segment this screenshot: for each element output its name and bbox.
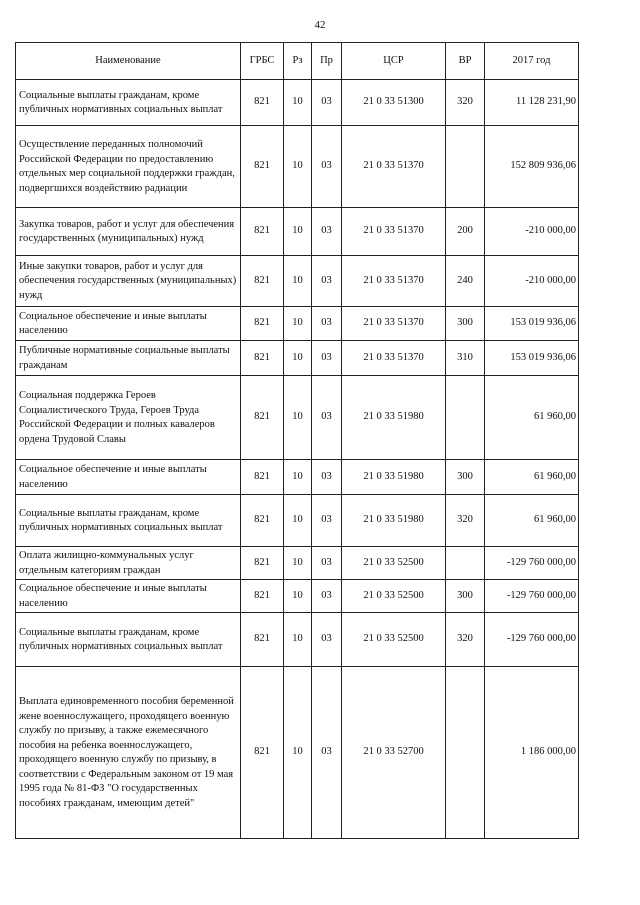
- header-name: Наименование: [16, 43, 241, 80]
- row-rz: 10: [284, 495, 312, 547]
- row-grbs: 821: [241, 80, 284, 126]
- row-rz: 10: [284, 307, 312, 341]
- row-vr: 200: [446, 208, 485, 256]
- row-amount: 153 019 936,06: [485, 341, 579, 376]
- row-rz: 10: [284, 80, 312, 126]
- row-csr: 21 0 33 51370: [342, 256, 446, 307]
- table-row: [16, 256, 579, 307]
- table-row: [16, 495, 579, 547]
- row-name: Оплата жилищно-коммунальных услуг отдельным категориям граждан: [16, 547, 241, 580]
- row-pr: 03: [312, 376, 342, 460]
- row-name: Социальное обеспечение и иные выплаты населению: [16, 307, 241, 341]
- row-grbs: 821: [241, 208, 284, 256]
- row-csr: 21 0 33 51370: [342, 208, 446, 256]
- row-amount: 1 186 000,00: [485, 667, 579, 839]
- row-vr: 240: [446, 256, 485, 307]
- row-vr: 320: [446, 613, 485, 667]
- row-name: Социальное обеспечение и иные выплаты населению: [16, 460, 241, 495]
- row-rz: 10: [284, 613, 312, 667]
- row-rz: 10: [284, 341, 312, 376]
- row-rz: 10: [284, 460, 312, 495]
- row-name: Социальные выплаты гражданам, кроме публичных нормативных социальных выплат: [16, 495, 241, 547]
- row-grbs: 821: [241, 580, 284, 613]
- row-csr: 21 0 33 51370: [342, 126, 446, 208]
- row-rz: 10: [284, 256, 312, 307]
- row-pr: 03: [312, 495, 342, 547]
- row-grbs: 821: [241, 667, 284, 839]
- row-vr: 300: [446, 580, 485, 613]
- row-grbs: 821: [241, 460, 284, 495]
- row-vr: 320: [446, 80, 485, 126]
- header-csr: ЦСР: [342, 43, 446, 80]
- header-grbs: ГРБС: [241, 43, 284, 80]
- row-name: Социальное обеспечение и иные выплаты населению: [16, 580, 241, 613]
- row-vr: 310: [446, 341, 485, 376]
- header-pr: Пр: [312, 43, 342, 80]
- row-name: Социальные выплаты гражданам, кроме публичных нормативных социальных выплат: [16, 80, 241, 126]
- table-row: [16, 376, 579, 460]
- row-pr: 03: [312, 80, 342, 126]
- table-row: [16, 667, 579, 839]
- row-pr: 03: [312, 667, 342, 839]
- row-name: Публичные нормативные социальные выплаты гражданам: [16, 341, 241, 376]
- table-row: [16, 580, 579, 613]
- row-grbs: 821: [241, 376, 284, 460]
- row-vr: [446, 126, 485, 208]
- row-amount: -129 760 000,00: [485, 580, 579, 613]
- row-rz: 10: [284, 580, 312, 613]
- row-pr: 03: [312, 256, 342, 307]
- row-csr: 21 0 33 52500: [342, 580, 446, 613]
- table-row: [16, 80, 579, 126]
- row-grbs: 821: [241, 126, 284, 208]
- row-grbs: 821: [241, 495, 284, 547]
- row-vr: [446, 376, 485, 460]
- row-csr: 21 0 33 51980: [342, 376, 446, 460]
- row-amount: 61 960,00: [485, 376, 579, 460]
- row-grbs: 821: [241, 613, 284, 667]
- table-row: [16, 341, 579, 376]
- row-amount: -210 000,00: [485, 208, 579, 256]
- row-amount: -129 760 000,00: [485, 547, 579, 580]
- row-grbs: 821: [241, 547, 284, 580]
- row-pr: 03: [312, 613, 342, 667]
- row-csr: 21 0 33 51300: [342, 80, 446, 126]
- row-grbs: 821: [241, 341, 284, 376]
- row-csr: 21 0 33 51980: [342, 460, 446, 495]
- row-csr: 21 0 33 51370: [342, 307, 446, 341]
- row-vr: [446, 547, 485, 580]
- row-csr: 21 0 33 52700: [342, 667, 446, 839]
- row-rz: 10: [284, 376, 312, 460]
- page-number: 42: [314, 19, 326, 31]
- row-amount: -129 760 000,00: [485, 613, 579, 667]
- row-csr: 21 0 33 51370: [342, 341, 446, 376]
- row-rz: 10: [284, 208, 312, 256]
- row-pr: 03: [312, 341, 342, 376]
- row-amount: 152 809 936,06: [485, 126, 579, 208]
- header-vr: ВР: [446, 43, 485, 80]
- header-year: 2017 год: [485, 43, 579, 80]
- row-vr: 320: [446, 495, 485, 547]
- table-row: [16, 307, 579, 341]
- row-name: Закупка товаров, работ и услуг для обеспечения государственных (муниципальных) нужд: [16, 208, 241, 256]
- row-name: Осуществление переданных полномочий Российской Федерации по предоставлению отдельных мер социальной поддержки граждан, подвергшихся воздействию радиации: [16, 126, 241, 208]
- row-amount: 61 960,00: [485, 495, 579, 547]
- row-rz: 10: [284, 667, 312, 839]
- row-pr: 03: [312, 580, 342, 613]
- row-amount: 153 019 936,06: [485, 307, 579, 341]
- budget-table: [15, 42, 579, 839]
- row-name: Социальные выплаты гражданам, кроме публичных нормативных социальных выплат: [16, 613, 241, 667]
- row-name: Иные закупки товаров, работ и услуг для обеспечения государственных (муниципальных) нужд: [16, 256, 241, 307]
- row-pr: 03: [312, 547, 342, 580]
- row-vr: 300: [446, 307, 485, 341]
- row-rz: 10: [284, 126, 312, 208]
- row-name: Социальная поддержка Героев Социалистического Труда, Героев Труда Российской Федерации и полных кавалеров ордена Трудовой Славы: [16, 376, 241, 460]
- row-pr: 03: [312, 307, 342, 341]
- row-amount: -210 000,00: [485, 256, 579, 307]
- header-rz: Рз: [284, 43, 312, 80]
- table-row: [16, 208, 579, 256]
- row-pr: 03: [312, 460, 342, 495]
- table-row: [16, 126, 579, 208]
- row-csr: 21 0 33 52500: [342, 547, 446, 580]
- table-row: [16, 547, 579, 580]
- row-grbs: 821: [241, 256, 284, 307]
- row-rz: 10: [284, 547, 312, 580]
- header-row: [16, 43, 579, 80]
- row-name: Выплата единовременного пособия беременной жене военнослужащего, проходящего военную службу по призыву, а также ежемесячного пособия на ребенка военнослужащего, проходящего военную службу по призыву, в соответствии с Федеральным законом от 19 мая 1995 года № 81-ФЗ "О государственных пособиях гражданам, имеющим детей": [16, 667, 241, 839]
- table-row: [16, 613, 579, 667]
- row-amount: 11 128 231,90: [485, 80, 579, 126]
- row-pr: 03: [312, 126, 342, 208]
- row-csr: 21 0 33 52500: [342, 613, 446, 667]
- row-vr: 300: [446, 460, 485, 495]
- table-row: [16, 460, 579, 495]
- row-pr: 03: [312, 208, 342, 256]
- row-amount: 61 960,00: [485, 460, 579, 495]
- row-csr: 21 0 33 51980: [342, 495, 446, 547]
- row-vr: [446, 667, 485, 839]
- row-grbs: 821: [241, 307, 284, 341]
